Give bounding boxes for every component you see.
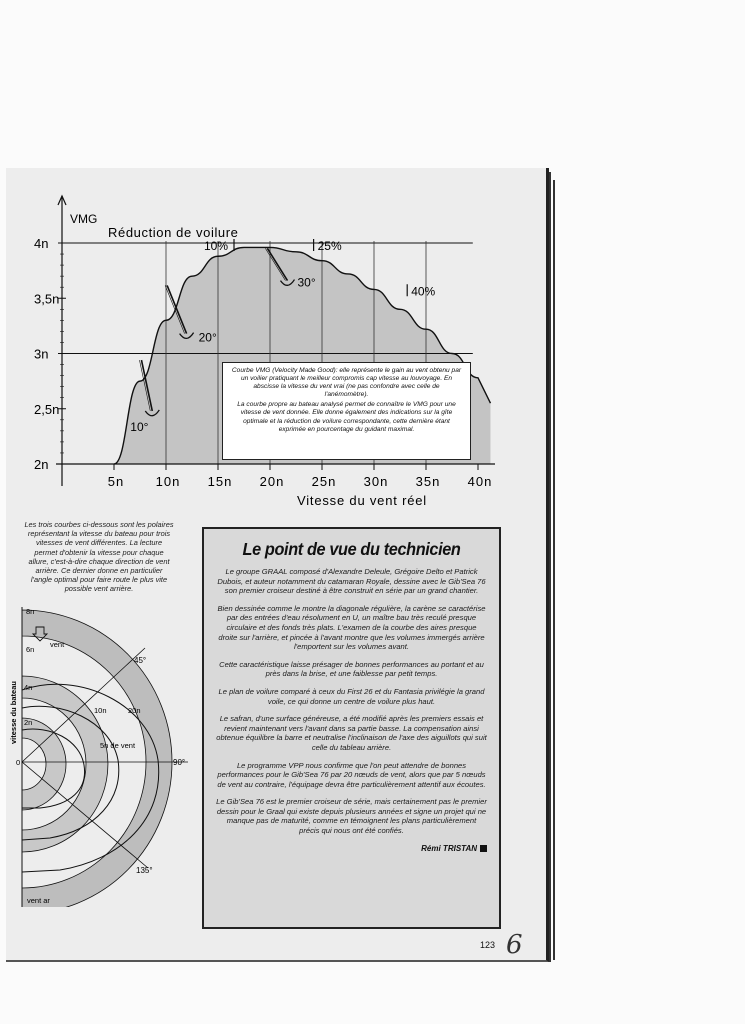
angle-label-45: 45°	[134, 656, 147, 665]
technician-paragraph: Cette caractéristique laisse présager de bonnes performances au portant et au près dans la brise, et une faiblesse par petit temps.	[219, 659, 484, 679]
polar-tick-label: 4n	[24, 683, 33, 692]
polar-tick-label: 8n	[26, 607, 35, 616]
author-signature	[216, 844, 487, 853]
page-number: 123	[480, 940, 496, 950]
technician-paragraph: Le plan de voilure comparé à ceux du First 26 et du Fantasia privilégie la grand voile, ce qui donne un centre de voilure plus haut.	[218, 686, 485, 706]
technician-title: Le point de vue du technicien	[242, 539, 461, 559]
technician-paragraph: Le safran, d'une surface généreuse, a été modifié après les premiers essais et revient maintenant vers l'avant dans sa partie basse. La compensation ainsi obtenue équilibre la barre et neutralise l'inclinaison de l'axe des aiguillots qui suit celle du tableau arrière.	[216, 714, 487, 752]
x-axis-title: Vitesse du vent réel	[297, 493, 427, 508]
angle-label-135: 135°	[136, 866, 153, 875]
vmg-x-tick-label: 20n	[259, 474, 285, 489]
vent-arriere-label: vent ar	[27, 896, 50, 905]
curve-label-5n: 5n de vent	[100, 741, 136, 750]
vmg-x-tick-label: 10n	[155, 474, 181, 489]
polar-y-label: vitesse du bateau	[9, 681, 18, 744]
handwritten-mark: 6	[506, 930, 523, 960]
technician-paragraph: Le Gib'Sea 76 est le premier croiseur de série, mais certainement pas le premier dessin pour le Graal qui existe depuis plusieurs années et signe un projet qui ne manque pas de maturité, comme en témoignent les plans particulièrement précis qui nous ont été confiés.	[216, 797, 487, 836]
author-name: Rémi TRISTAN	[421, 843, 477, 853]
vmg-reduction-label: 10%	[204, 239, 229, 253]
vmg-x-tick-label: 25n	[311, 474, 337, 489]
angle-label-90: 90°	[173, 758, 186, 767]
heel-angle-label: 20°	[198, 330, 217, 345]
vmg-x-tick-label: 35n	[415, 474, 441, 489]
polar-caption: Les trois courbes ci-dessous sont les polaires représentant la vitesse du bateau pour trois vitesses de vent différentes. La lecture permet d'obtenir la vitesse pour chaque allure, c'est-à-dire chaque direction de vent arrière. Ce dernier donne en particulier l'angle optimal pour faire route le plus vite possible vent arrière.	[24, 520, 174, 594]
curve-label-10n: 10n	[94, 706, 107, 715]
heel-angle-label: 10°	[130, 419, 149, 434]
vmg-reduction-label: 25%	[317, 239, 342, 253]
wind-label: vent	[50, 640, 65, 649]
technician-box	[202, 527, 501, 929]
polar-tick-label: 0	[16, 758, 21, 767]
vmg-y-tick-label: 4n	[34, 236, 49, 251]
technician-paragraph: Le programme VPP nous confirme que l'on peut attendre de bonnes performances pour le Gib'Sea 76 par 20 nœuds de vent, alors que par 5 nœuds de vent au contraire, l'équipage devra être particulièrement attentif aux écoutes.	[217, 760, 486, 789]
vmg-axis-label: VMG	[70, 212, 98, 226]
vmg-legend-text: La courbe propre au bateau analysé permet de connaître le VMG pour une vitesse de vent donnée. Elle donne également des indications sur la gîte optimale et la réduction de voilure correspondante, cette dernière étant exprimée en pourcentage du guidant maximal.	[237, 401, 456, 433]
vmg-y-tick-label: 3,5n	[34, 291, 60, 307]
vmg-x-tick-label: 40n	[467, 474, 493, 489]
curve-label-20n: 20n	[128, 706, 141, 715]
polar-tick-label: 6n	[26, 645, 35, 654]
vmg-y-tick-label: 2n	[34, 457, 49, 472]
technician-paragraph: Le groupe GRAAL composé d'Alexandre Deleule, Grégoire Delto et Patrick Dubois, et auteur notamment du catamaran Royale, dessine avec le Gib'Sea 76 son premier croiseur destiné à être construit en série par un grand chantier.	[217, 567, 486, 596]
vmg-x-tick-label: 5n	[107, 474, 125, 489]
polar-band-inner	[22, 718, 66, 810]
technician-paragraph: Bien dessinée comme le montre la diagonale régulière, la carène se caractérise par des entrées d'eau résolument en U, un maître bau très reculé presque circulaire et des fonds très plats. L'examen de la courbe des aires presque droite sur l'arrière, et pincée à l'avant montre que les volumes immergés arrière l'emportent sur les volumes avant.	[217, 603, 486, 652]
heel-angle-label: 30°	[297, 275, 316, 290]
end-mark-icon	[480, 845, 487, 852]
vmg-x-tick-label: 30n	[363, 474, 389, 489]
vmg-legend-text: Courbe VMG (Velocity Made Good): elle représente le gain au vent obtenu par un voilier pratiquant le meilleur compromis cap vitesse au louvoyage. En abscisse la vitesse du vent vrai (ne pas confondre avec celle de l'anémomètre).	[231, 367, 462, 399]
reduction-title: Réduction de voilure	[108, 225, 239, 240]
vmg-reduction-label: 40%	[411, 284, 436, 299]
vmg-y-tick-label: 2,5n	[34, 401, 60, 417]
vmg-y-tick-label: 3n	[34, 346, 49, 362]
polar-tick-label: 2n	[24, 718, 33, 727]
vmg-x-tick-label: 15n	[207, 474, 233, 489]
